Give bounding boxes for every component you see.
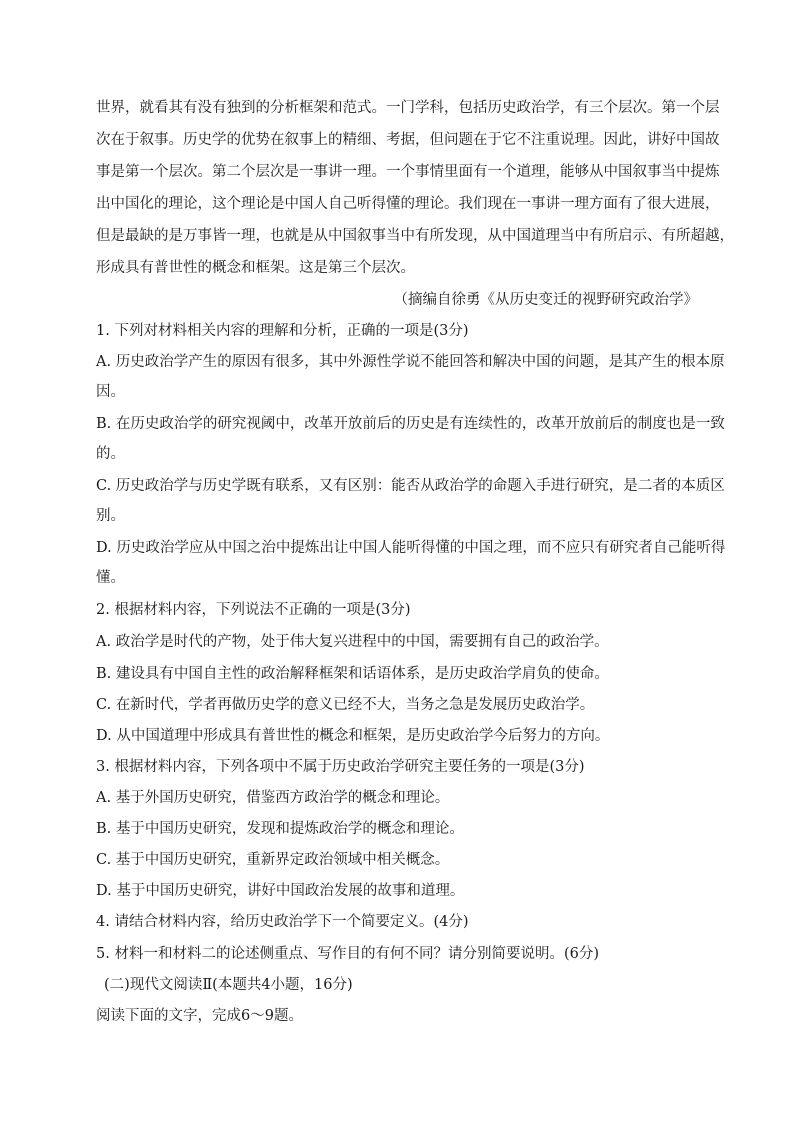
- passage-line: 形成具有普世性的概念和框架。这是第三个层次。: [96, 260, 415, 276]
- q1-option-a: A. 历史政治学产生的原因有很多，其中外源性学说不能回答和解决中国的问题，是其产生的根本原: [96, 354, 725, 370]
- q1-option-c: C. 历史政治学与历史学既有联系，又有区别：能否从政治学的命题入手进行研究，是二者的本质区: [96, 478, 725, 494]
- q2-option-b: B. 建设具有中国自主性的政治解释框架和话语体系，是历史政治学肩负的使命。: [96, 666, 609, 682]
- passage-line: 事是第一个层次。第二个层次是一事讲一理。一个事情里面有一个道理，能够从中国叙事当中提炼: [96, 164, 720, 180]
- q1-option-b: B. 在历史政治学的研究视阈中，改革开放前后的历史是有连续性的，改革开放前后的制度也是一致: [96, 416, 725, 432]
- q1-option-d-cont: 懂。: [96, 570, 125, 586]
- q2-option-d: D. 从中国道理中形成具有普世性的概念和框架，是历史政治学今后努力的方向。: [96, 728, 610, 744]
- q1-option-c-cont: 别。: [96, 508, 125, 524]
- source-citation: （摘编自徐勇《从历史变迁的视野研究政治学》: [393, 292, 698, 308]
- question-3-stem: 3. 根据材料内容，下列各项中不属于历史政治学研究主要任务的一项是(3分): [96, 759, 585, 775]
- passage-line: 出中国化的理论，这个理论是中国人自己听得懂的理论。我们现在一事讲一理方面有了很大进展，: [96, 196, 720, 212]
- q3-option-a: A. 基于外国历史研究，借鉴西方政治学的概念和理论。: [96, 790, 450, 806]
- q1-option-a-cont: 因。: [96, 384, 125, 400]
- question-1-stem: 1. 下列对材料相关内容的理解和分析，正确的一项是(3分): [96, 323, 469, 339]
- passage-line: 世界，就看其有没有独到的分析框架和范式。一门学科，包括历史政治学，有三个层次。第一个层: [96, 100, 720, 116]
- reading-instruction: 阅读下面的文字，完成6～9题。: [96, 1008, 303, 1024]
- q2-option-a: A. 政治学是时代的产物，处于伟大复兴进程中的中国，需要拥有自己的政治学。: [96, 634, 609, 650]
- q1-option-b-cont: 的。: [96, 446, 125, 462]
- question-4: 4. 请结合材料内容，给历史政治学下一个简要定义。(4分): [96, 914, 469, 930]
- q3-option-c: C. 基于中国历史研究，重新界定政治领域中相关概念。: [96, 852, 450, 868]
- question-5: 5. 材料一和材料二的论述侧重点、写作目的有何不同？请分别简要说明。(6分): [96, 946, 599, 962]
- section-heading: (二)现代文阅读Ⅱ(本题共4小题，16分): [104, 977, 353, 993]
- passage-line: 但是最缺的是万事皆一理，也就是从中国叙事当中有所发现，从中国道理当中有所启示、有所超越，: [96, 228, 734, 244]
- q3-option-d: D. 基于中国历史研究，讲好中国政治发展的故事和道理。: [96, 883, 465, 899]
- q2-option-c: C. 在新时代，学者再做历史学的意义已经不大，当务之急是发展历史政治学。: [96, 697, 595, 713]
- q1-option-d: D. 历史政治学应从中国之治中提炼出让中国人能听得懂的中国之理，而不应只有研究者自己能听得: [96, 540, 726, 556]
- passage-line: 次在于叙事。历史学的优势在叙事上的精细、考据，但问题在于它不注重说理。因此，讲好中国故: [96, 132, 720, 148]
- question-2-stem: 2. 根据材料内容，下列说法不正确的一项是(3分): [96, 602, 411, 618]
- q3-option-b: B. 基于中国历史研究，发现和提炼政治学的概念和理论。: [96, 821, 464, 837]
